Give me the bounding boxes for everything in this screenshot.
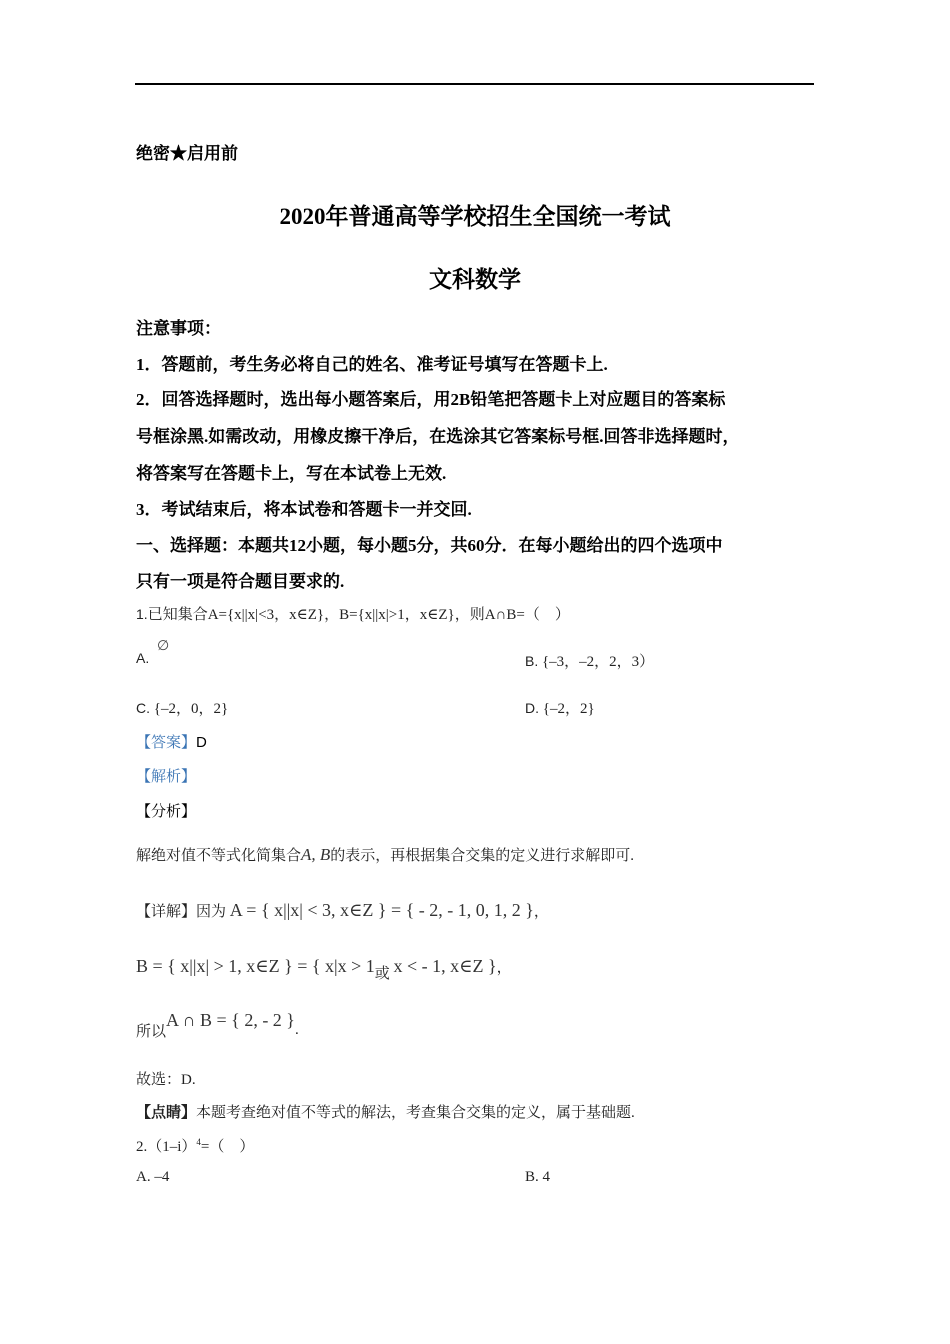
detail-or: 或 (374, 966, 390, 982)
so-math: A ∩ B = { 2, - 2 } (166, 1010, 295, 1030)
question-1 (136, 603, 570, 624)
option-value: 4 (542, 1169, 551, 1185)
q2-option-a (136, 1169, 169, 1186)
option-label: A. (136, 650, 150, 666)
question-stem-pre: （1–i） (147, 1139, 197, 1155)
notice-heading: 注意事项： (136, 319, 221, 338)
answer-line (136, 731, 207, 752)
exam-subtitle: 文科数学 (429, 267, 521, 292)
fenxi-math: A, B (301, 845, 331, 864)
option-value: –4 (154, 1169, 170, 1185)
analysis-tag: 【解析】 (136, 769, 197, 785)
option-label: C. (136, 700, 150, 716)
notice-item-2-cont2: 将答案写在答题卡上，写在本试卷上无效. (136, 464, 447, 483)
notice-item-3: 3．考试结束后，将本试卷和答题卡一并交回. (136, 500, 472, 519)
answer-value: D (196, 734, 207, 751)
fenxi-text-part1: 解绝对值不等式化简集合 (136, 848, 302, 864)
exam-title: 2020年普通高等学校招生全国统一考试 (279, 204, 671, 229)
detail-line-b (136, 956, 512, 982)
detail-line-a (136, 900, 549, 921)
option-a (136, 650, 149, 668)
comment-tag: 【点睛】 (136, 1105, 197, 1121)
so-line (136, 1010, 299, 1040)
question-stem-post: =（ ） (200, 1139, 255, 1155)
option-value: {–2，0，2} (153, 701, 229, 717)
choose-line: 故选：D. (136, 1072, 196, 1088)
detail-set-b-part1: B = { x||x| > 1, x∈Z } = { x|x > 1 (136, 956, 375, 976)
header-rule (135, 83, 814, 85)
so-suffix: . (294, 1022, 299, 1038)
question-number: 1. (136, 606, 148, 622)
detail-set-b-part2: x < - 1, x∈Z } (393, 956, 497, 976)
secret-label: 绝密★启用前 (136, 144, 238, 163)
detail-set-a: A = { x||x| < 3, x∈Z } = { - 2, - 1, 0, 1, 2 } (229, 900, 534, 920)
notice-item-1: 1．答题前，考生务必将自己的姓名、准考证号填写在答题卡上. (136, 355, 608, 374)
option-value: {–2，2} (542, 701, 595, 717)
option-label: A. (136, 1169, 151, 1185)
section-heading: 一、选择题：本题共12小题，每小题5分，共60分．在每小题给出的四个选项中 (136, 536, 723, 555)
fenxi-text (136, 844, 634, 865)
detail-a-suffix: ， (533, 904, 549, 920)
option-b (525, 650, 654, 671)
empty-set-symbol: ∅ (157, 639, 170, 654)
option-label: D. (525, 700, 539, 716)
option-label: B. (525, 1169, 539, 1185)
question-number: 2. (136, 1139, 148, 1155)
detail-tag: 【详解】 (136, 904, 197, 920)
question-2 (136, 1135, 254, 1156)
detail-because: 因为 (196, 904, 227, 920)
option-c (136, 697, 228, 718)
option-d (525, 697, 595, 718)
option-value: {–3，–2，2，3） (541, 654, 655, 670)
so-label: 所以 (136, 1024, 167, 1040)
q2-option-b (525, 1169, 550, 1186)
section-heading-cont: 只有一项是符合题目要求的. (136, 572, 345, 591)
comment-text: 本题考查绝对值不等式的解法，考查集合交集的定义，属于基础题. (196, 1105, 635, 1121)
option-label: B. (525, 653, 539, 669)
notice-item-2-cont: 号框涂黑.如需改动，用橡皮擦干净后，在选涂其它答案标号框.回答非选择题时， (136, 427, 740, 446)
detail-b-suffix: ， (496, 960, 512, 976)
fenxi-tag: 【分析】 (136, 804, 197, 820)
question-stem-exponent: 4 (196, 1137, 201, 1147)
question-stem: 已知集合A={x||x|<3，x∈Z}，B={x||x|>1，x∈Z}，则A∩B=（ ） (147, 607, 570, 623)
comment-line (136, 1101, 635, 1122)
answer-tag: 【答案】 (136, 735, 197, 751)
notice-item-2: 2．回答选择题时，选出每小题答案后，用2B铅笔把答题卡上对应题目的答案标 (136, 390, 726, 409)
fenxi-text-part2: 的表示，再根据集合交集的定义进行求解即可. (330, 848, 635, 864)
